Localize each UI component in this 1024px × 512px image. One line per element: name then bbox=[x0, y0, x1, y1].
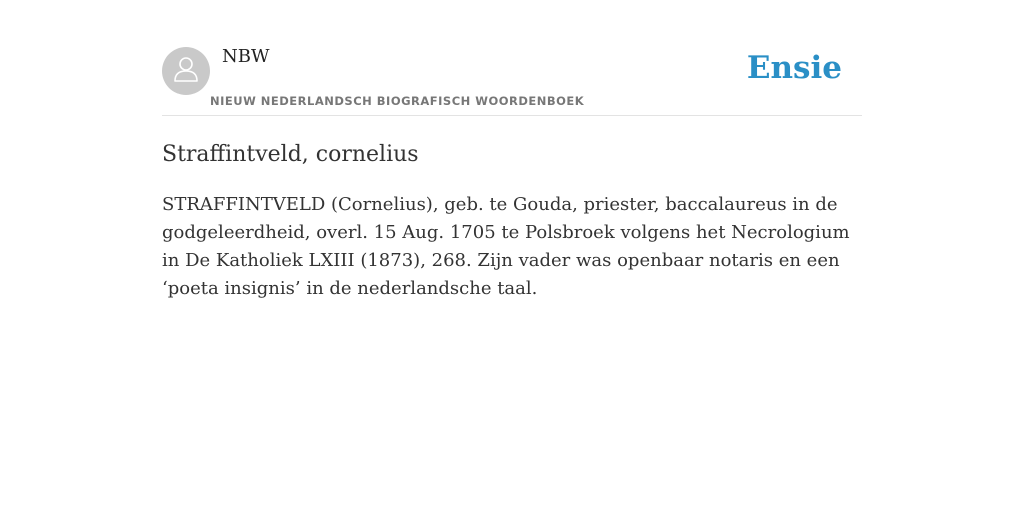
brand-logo[interactable]: Ensie bbox=[746, 50, 842, 86]
source-short-name[interactable]: NBW bbox=[222, 46, 270, 67]
entry-title: Straffintveld, cornelius bbox=[162, 142, 419, 167]
source-header bbox=[162, 40, 862, 116]
source-full-name: NIEUW NEDERLANDSCH BIOGRAFISCH WOORDENBOEK bbox=[210, 94, 585, 108]
user-icon bbox=[173, 55, 199, 88]
entry-card bbox=[162, 40, 862, 303]
user-avatar bbox=[162, 47, 210, 95]
entry-body: STRAFFINTVELD (Cornelius), geb. te Gouda, priester, baccalaureus in de godgeleerdheid, overl. 15 Aug. 1705 te Polsbroek volgens het Necrologium in De Katholiek LXIII (1873), 268. Zijn vader was openbaar notaris en een ‘poeta insignis’ in de nederlandsche taal. bbox=[162, 194, 850, 299]
